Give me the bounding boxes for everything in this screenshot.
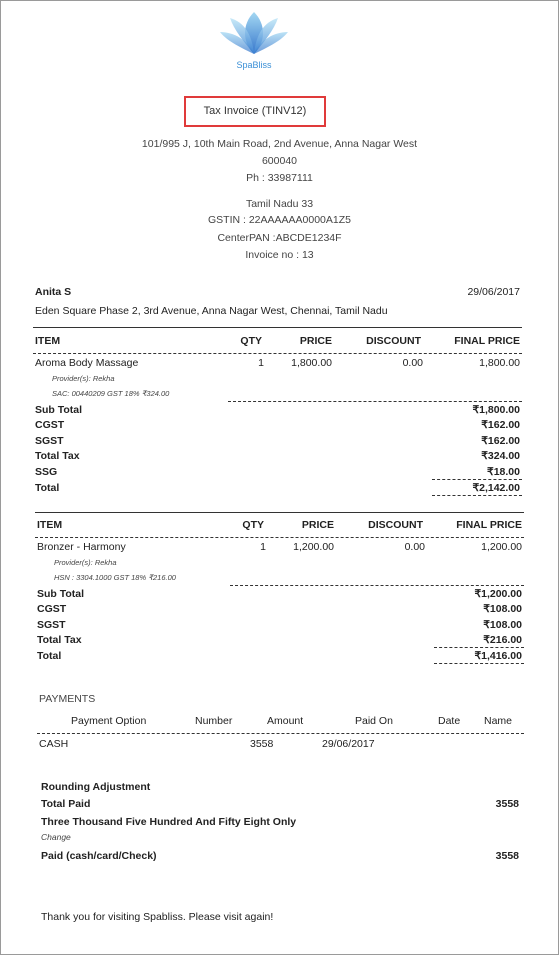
payments-header-rule bbox=[37, 733, 524, 734]
invoice-title: Tax Invoice (TINV12) bbox=[184, 96, 326, 127]
change-label: Change bbox=[41, 832, 71, 842]
block2-col-item: ITEM bbox=[37, 519, 63, 531]
center-state: Tamil Nadu 33 bbox=[245, 198, 314, 210]
block1-item-price: 1,800.00 bbox=[291, 357, 332, 369]
block2-top-rule bbox=[35, 512, 524, 513]
block2-item-final: 1,200.00 bbox=[481, 541, 522, 553]
block2-item-price: 1,200.00 bbox=[293, 541, 334, 553]
block1-item-rule bbox=[228, 401, 522, 402]
block2-total-label: Total bbox=[37, 650, 62, 662]
payments-col-option: Payment Option bbox=[71, 715, 147, 727]
block2-total-value: ₹1,416.00 bbox=[474, 650, 522, 662]
block2-col-discount: DISCOUNT bbox=[368, 519, 423, 531]
center-pan: CenterPAN :ABCDE1234F bbox=[217, 232, 342, 244]
rounding-adjustment-label: Rounding Adjustment bbox=[41, 781, 151, 793]
block2-tax-code: HSN : 3304.1000 GST 18% ₹216.00 bbox=[54, 573, 176, 582]
block1-item-qty: 1 bbox=[258, 357, 264, 369]
block2-cgst-label: CGST bbox=[37, 603, 67, 615]
payment-row-amount: 3558 bbox=[250, 738, 274, 750]
block1-cgst-label: CGST bbox=[35, 419, 65, 431]
block2-header-rule bbox=[35, 537, 524, 538]
block1-header-rule bbox=[33, 353, 522, 354]
block2-subtotal-value: ₹1,200.00 bbox=[474, 588, 522, 600]
block1-col-item: ITEM bbox=[35, 335, 61, 347]
block1-item-name: Aroma Body Massage bbox=[35, 357, 139, 369]
payments-col-name: Name bbox=[484, 715, 513, 727]
block1-sgst-value: ₹162.00 bbox=[481, 435, 520, 447]
block2-totaltax-value: ₹216.00 bbox=[483, 634, 522, 646]
logo-text: SpaBliss bbox=[236, 60, 272, 70]
customer-address: Eden Square Phase 2, 3rd Avenue, Anna Nagar West, Chennai, Tamil Nadu bbox=[35, 305, 388, 317]
payments-col-amount: Amount bbox=[267, 715, 304, 727]
block1-item-final: 1,800.00 bbox=[479, 357, 520, 369]
invoice-date: 29/06/2017 bbox=[467, 286, 520, 298]
block1-total-rule-bottom bbox=[432, 495, 522, 496]
block2-total-rule-top bbox=[434, 647, 524, 648]
payments-heading: PAYMENTS bbox=[39, 693, 96, 705]
block2-sgst-label: SGST bbox=[37, 619, 66, 631]
center-gstin: GSTIN : 22AAAAAA0000A1Z5 bbox=[208, 214, 351, 226]
block1-subtotal-label: Sub Total bbox=[35, 404, 83, 416]
block1-provider: Provider(s): Rekha bbox=[52, 374, 115, 383]
block1-top-rule bbox=[33, 327, 522, 328]
block1-subtotal-value: ₹1,800.00 bbox=[472, 404, 520, 416]
block1-sgst-label: SGST bbox=[35, 435, 64, 447]
lotus-icon bbox=[214, 8, 294, 60]
payment-row-paid-on: 29/06/2017 bbox=[322, 738, 375, 750]
center-phone: Ph : 33987111 bbox=[246, 172, 313, 184]
paid-method-value: 3558 bbox=[495, 850, 519, 862]
payments-col-number: Number bbox=[195, 715, 233, 727]
block2-item-name: Bronzer - Harmony bbox=[37, 541, 126, 553]
center-address-line1: 101/995 J, 10th Main Road, 2nd Avenue, Anna Nagar West bbox=[141, 138, 418, 150]
block2-subtotal-label: Sub Total bbox=[37, 588, 85, 600]
block2-col-final: FINAL PRICE bbox=[456, 519, 522, 531]
block1-col-price: PRICE bbox=[299, 335, 332, 347]
block2-total-rule-bottom bbox=[434, 663, 524, 664]
block1-tax-code: SAC: 00440209 GST 18% ₹324.00 bbox=[52, 389, 170, 398]
block1-col-qty: QTY bbox=[240, 335, 262, 347]
customer-name: Anita S bbox=[35, 286, 72, 298]
block1-col-final: FINAL PRICE bbox=[454, 335, 520, 347]
block1-totaltax-value: ₹324.00 bbox=[481, 450, 520, 462]
block1-total-label: Total bbox=[35, 482, 60, 494]
block2-totaltax-label: Total Tax bbox=[37, 634, 82, 646]
block2-sgst-value: ₹108.00 bbox=[483, 619, 522, 631]
block1-col-discount: DISCOUNT bbox=[366, 335, 421, 347]
block1-ssg-label: SSG bbox=[35, 466, 58, 478]
total-paid-value: 3558 bbox=[495, 798, 519, 810]
block2-cgst-value: ₹108.00 bbox=[483, 603, 522, 615]
block1-cgst-value: ₹162.00 bbox=[481, 419, 520, 431]
block2-item-rule bbox=[230, 585, 524, 586]
paid-method-label: Paid (cash/card/Check) bbox=[41, 850, 157, 862]
total-paid-label: Total Paid bbox=[41, 798, 91, 810]
block2-item-qty: 1 bbox=[260, 541, 266, 553]
block2-provider: Provider(s): Rekha bbox=[54, 558, 117, 567]
block1-total-rule-top bbox=[432, 479, 522, 480]
block2-item-discount: 0.00 bbox=[404, 541, 425, 553]
block1-totaltax-label: Total Tax bbox=[35, 450, 80, 462]
block1-item-discount: 0.00 bbox=[402, 357, 423, 369]
thank-you-note: Thank you for visiting Spabliss. Please visit again! bbox=[41, 911, 274, 923]
block2-col-qty: QTY bbox=[242, 519, 264, 531]
block1-total-value: ₹2,142.00 bbox=[472, 482, 520, 494]
spabliss-logo bbox=[214, 8, 294, 72]
invoice-number: Invoice no : 13 bbox=[245, 249, 314, 261]
center-address-line2: 600040 bbox=[261, 155, 298, 167]
amount-in-words: Three Thousand Five Hundred And Fifty Eight Only bbox=[41, 816, 297, 828]
payments-col-paid-on: Paid On bbox=[355, 715, 393, 727]
block2-col-price: PRICE bbox=[301, 519, 334, 531]
payments-col-date: Date bbox=[438, 715, 461, 727]
block1-ssg-value: ₹18.00 bbox=[487, 466, 520, 478]
payment-row-option: CASH bbox=[39, 738, 69, 750]
